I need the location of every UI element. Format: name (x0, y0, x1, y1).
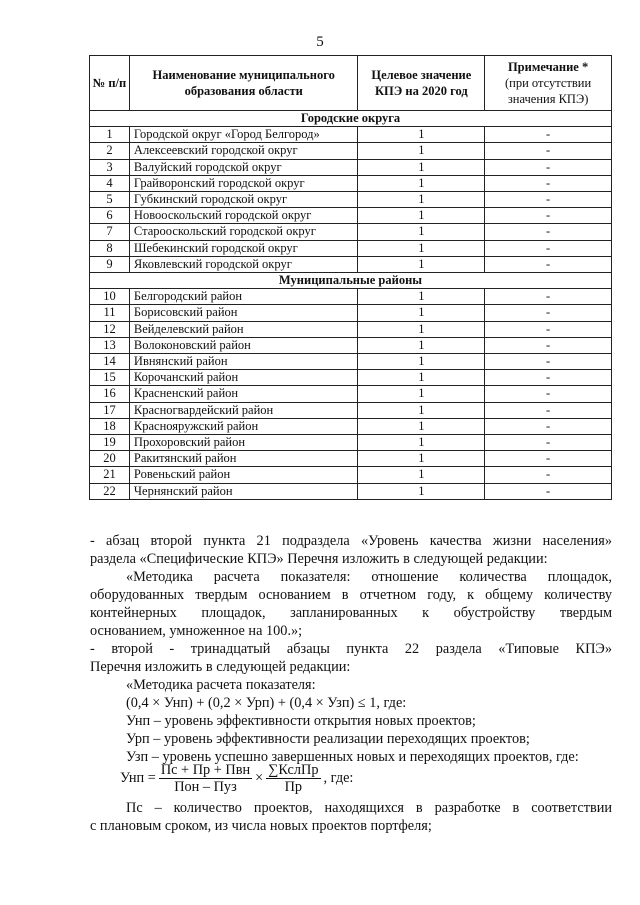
row-note: - (485, 483, 612, 499)
table-row (90, 224, 612, 240)
row-note: - (485, 305, 612, 321)
row-name: Краснояружский район (129, 418, 358, 434)
formula-tail: , где: (323, 770, 354, 786)
section-row (90, 111, 612, 127)
table-row (90, 208, 612, 224)
row-number: 17 (90, 402, 130, 418)
table-row (90, 127, 612, 143)
row-value: 1 (358, 208, 485, 224)
row-name: Шебекинский городской округ (129, 240, 358, 256)
para-9-line-2: с плановым сроком, из числа новых проектов портфеля; (90, 818, 432, 834)
row-note: - (485, 386, 612, 402)
header-target: Целевое значение КПЭ на 2020 год (358, 56, 485, 111)
section-title: Городские округа (90, 111, 612, 127)
row-note: - (485, 192, 612, 208)
table-row (90, 354, 612, 370)
row-name: Белгородский район (129, 289, 358, 305)
formula-f2-numerator: ∑КслПр (268, 762, 319, 778)
row-number: 21 (90, 467, 130, 483)
row-note: - (485, 354, 612, 370)
para-2-line-1: «Методика расчета показателя: отношение количества площадок, (126, 569, 612, 585)
table-row (90, 467, 612, 483)
header-note (485, 56, 612, 111)
row-name: Корочанский район (129, 370, 358, 386)
row-value: 1 (358, 370, 485, 386)
header-num: № п/п (90, 56, 130, 111)
row-number: 1 (90, 127, 130, 143)
row-number: 19 (90, 435, 130, 451)
row-name: Губкинский городской округ (129, 192, 358, 208)
section-row (90, 273, 612, 289)
table-row (90, 418, 612, 434)
table-row (90, 143, 612, 159)
row-note: - (485, 175, 612, 191)
row-value: 1 (358, 435, 485, 451)
row-number: 12 (90, 321, 130, 337)
row-value: 1 (358, 127, 485, 143)
para-2-line-2: оборудованных твердым основанием в отчетном году, к общему количеству (90, 587, 612, 603)
para-8: Узп – уровень успешно завершенных новых и переходящих проектов, где: (126, 749, 579, 765)
row-number: 20 (90, 451, 130, 467)
row-number: 3 (90, 159, 130, 175)
para-5: (0,4 × Унп) + (0,2 × Урп) + (0,4 × Узп) ≤ 1, где: (126, 695, 407, 711)
row-number: 16 (90, 386, 130, 402)
para-3-line-1: - второй - тринадцатый абзацы пункта 22 раздела «Типовые КПЭ» (90, 641, 612, 657)
row-note: - (485, 321, 612, 337)
page-number: 5 (316, 34, 324, 50)
row-number: 11 (90, 305, 130, 321)
para-1-line-1: - абзац второй пункта 21 подраздела «Уровень качества жизни населения» (90, 533, 612, 549)
row-note: - (485, 418, 612, 434)
formula (120, 762, 353, 795)
header-name: Наименование муниципального образования области (129, 56, 358, 111)
row-value: 1 (358, 451, 485, 467)
row-number: 4 (90, 175, 130, 191)
header-note-title: Примечание * (507, 60, 589, 74)
row-value: 1 (358, 224, 485, 240)
row-number: 22 (90, 483, 130, 499)
row-value: 1 (358, 321, 485, 337)
row-value: 1 (358, 305, 485, 321)
para-6: Унп – уровень эффективности открытия новых проектов; (126, 713, 476, 729)
table-body (90, 111, 612, 500)
row-value: 1 (358, 418, 485, 434)
row-number: 2 (90, 143, 130, 159)
row-note: - (485, 240, 612, 256)
row-note: - (485, 402, 612, 418)
row-value: 1 (358, 143, 485, 159)
row-number: 13 (90, 337, 130, 353)
table-row (90, 305, 612, 321)
row-number: 18 (90, 418, 130, 434)
table-row (90, 175, 612, 191)
row-name: Чернянский район (129, 483, 358, 499)
kpi-table (89, 55, 612, 500)
row-number: 5 (90, 192, 130, 208)
para-4: «Методика расчета показателя: (126, 677, 316, 693)
row-value: 1 (358, 240, 485, 256)
header-note-sub: (при отсутствии значения КПЭ) (505, 76, 592, 106)
row-value: 1 (358, 483, 485, 499)
row-value: 1 (358, 175, 485, 191)
row-value: 1 (358, 467, 485, 483)
row-number: 6 (90, 208, 130, 224)
para-7: Урп – уровень эффективности реализации переходящих проектов; (126, 731, 530, 747)
para-9-line-1: Пс – количество проектов, находящихся в разработке в соответствии (126, 800, 612, 816)
row-number: 10 (90, 289, 130, 305)
row-value: 1 (358, 402, 485, 418)
row-name: Борисовский район (129, 305, 358, 321)
table-row (90, 321, 612, 337)
row-name: Городской округ «Город Белгород» (129, 127, 358, 143)
table-row (90, 159, 612, 175)
table-row (90, 240, 612, 256)
row-note: - (485, 337, 612, 353)
row-value: 1 (358, 354, 485, 370)
row-name: Яковлевский городской округ (129, 256, 358, 272)
row-name: Валуйский городской округ (129, 159, 358, 175)
para-2-line-3: контейнерных площадок, запланированных к обустройству твердым (90, 605, 612, 621)
table-row (90, 386, 612, 402)
table-row (90, 337, 612, 353)
row-note: - (485, 256, 612, 272)
row-name: Ровеньский район (129, 467, 358, 483)
row-name: Старооскольский городской округ (129, 224, 358, 240)
table-row (90, 402, 612, 418)
row-value: 1 (358, 289, 485, 305)
row-note: - (485, 127, 612, 143)
row-number: 7 (90, 224, 130, 240)
row-name: Вейделевский район (129, 321, 358, 337)
row-name: Волоконовский район (129, 337, 358, 353)
table-header-row (90, 56, 612, 111)
row-number: 14 (90, 354, 130, 370)
formula-f1-denominator: Пон – Пуз (174, 779, 237, 795)
formula-fraction-1 (159, 762, 252, 795)
row-note: - (485, 451, 612, 467)
table-row (90, 192, 612, 208)
table-row (90, 256, 612, 272)
table-row (90, 451, 612, 467)
row-note: - (485, 467, 612, 483)
row-note: - (485, 289, 612, 305)
formula-f2-denominator: Пр (284, 779, 303, 795)
row-note: - (485, 208, 612, 224)
formula-lhs: Унп = (120, 770, 156, 786)
table-row (90, 289, 612, 305)
row-name: Новооскольский городской округ (129, 208, 358, 224)
row-name: Грайворонский городской округ (129, 175, 358, 191)
row-value: 1 (358, 386, 485, 402)
row-number: 8 (90, 240, 130, 256)
table-row (90, 435, 612, 451)
para-2-line-4: основанием, умноженное на 100.»; (90, 623, 303, 639)
row-name: Ивнянский район (129, 354, 358, 370)
row-name: Прохоровский район (129, 435, 358, 451)
row-value: 1 (358, 159, 485, 175)
row-note: - (485, 143, 612, 159)
formula-times: × (255, 770, 264, 786)
section-title: Муниципальные районы (90, 273, 612, 289)
row-number: 9 (90, 256, 130, 272)
row-value: 1 (358, 337, 485, 353)
formula-fraction-2 (266, 762, 320, 795)
row-value: 1 (358, 192, 485, 208)
row-number: 15 (90, 370, 130, 386)
row-name: Алексеевский городской округ (129, 143, 358, 159)
table-row (90, 483, 612, 499)
row-note: - (485, 159, 612, 175)
row-name: Красненский район (129, 386, 358, 402)
formula-f1-numerator: Пс + Пр + Пвн (160, 762, 251, 778)
row-note: - (485, 370, 612, 386)
para-1-line-2: раздела «Специфические КПЭ» Перечня изложить в следующей редакции: (90, 551, 548, 567)
row-name: Ракитянский район (129, 451, 358, 467)
table-row (90, 370, 612, 386)
row-note: - (485, 224, 612, 240)
para-3-line-2: Перечня изложить в следующей редакции: (90, 659, 351, 675)
row-name: Красногвардейский район (129, 402, 358, 418)
row-value: 1 (358, 256, 485, 272)
row-note: - (485, 435, 612, 451)
